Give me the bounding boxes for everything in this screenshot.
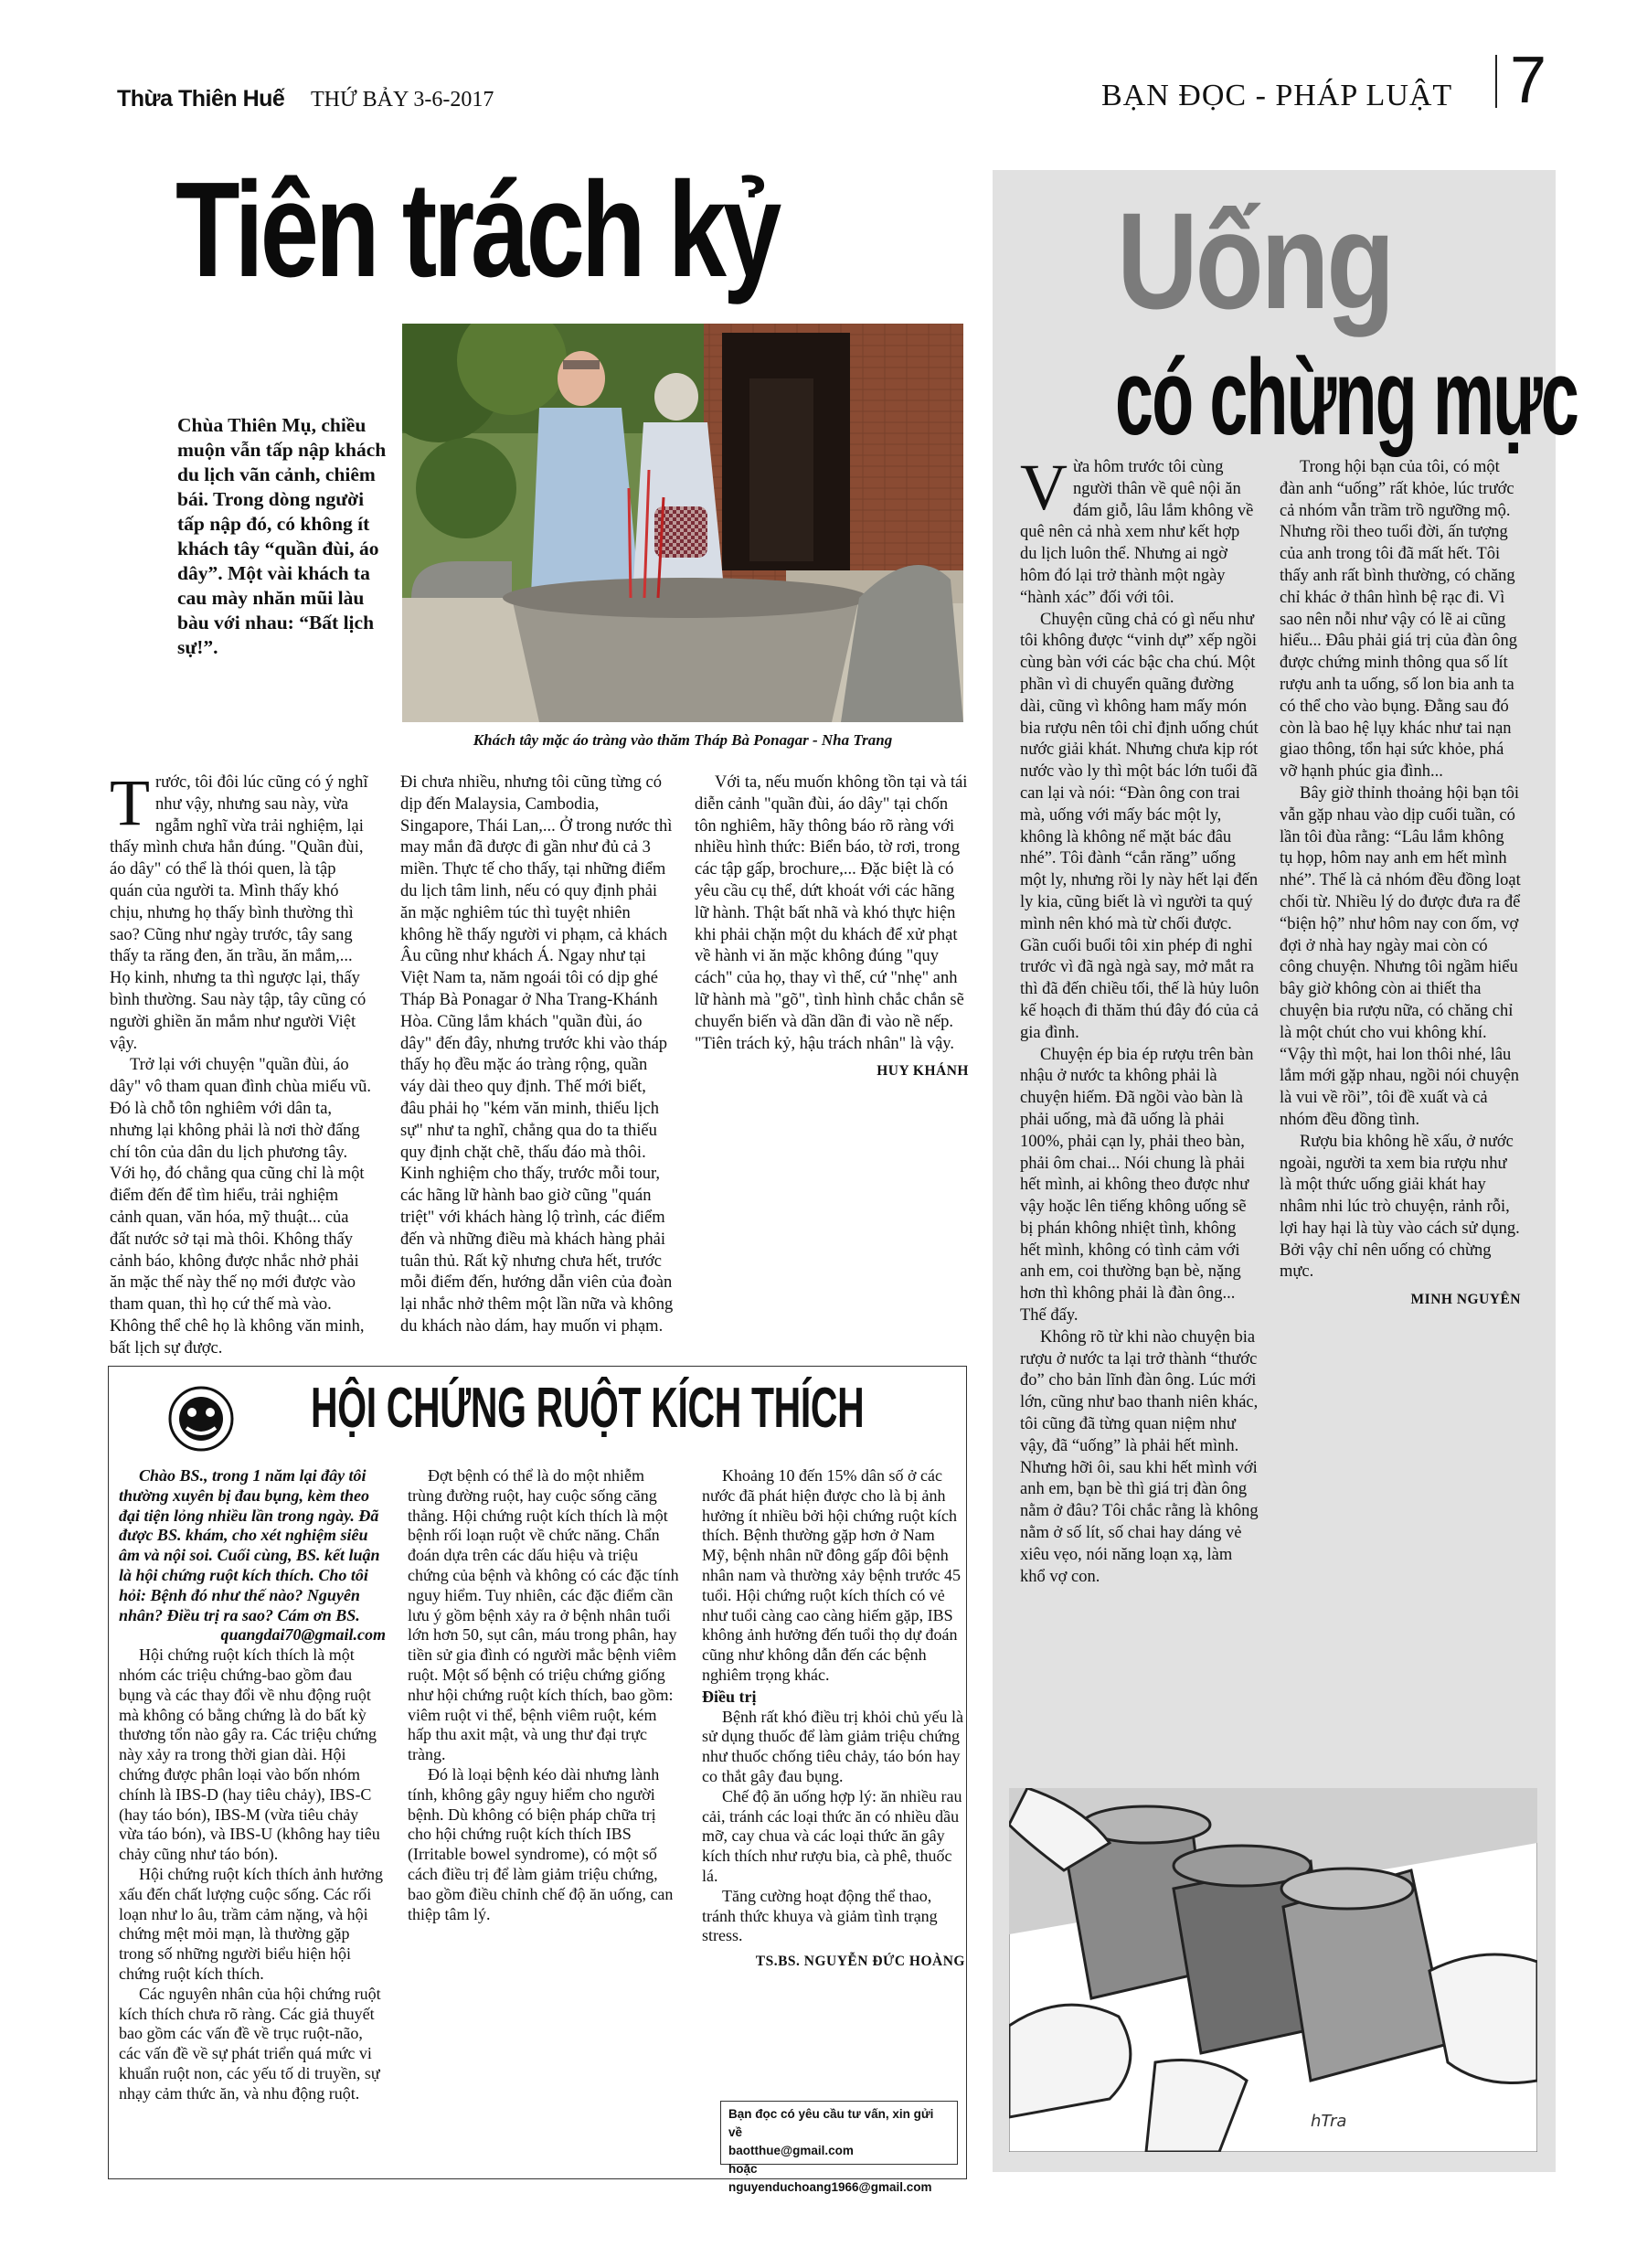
article1-title: Tiên trách kỷ xyxy=(175,154,779,305)
dropcap: T xyxy=(110,766,150,839)
treatment-paragraph: Tăng cường hoạt động thể thao, tránh thức khuya và giảm tình trạng stress. xyxy=(702,1886,938,1945)
article2-paragraph: Chuyện ép bia ép rượu trên bàn nhậu ở nước ta không phải là chuyện hiếm. Đã ngồi vào bàn là phải uống, mà đã uống là phải 100%, phải cạn ly, phải theo bàn, phải ôm chai... Nói chung là phải hết mình, ai không theo được như vậy hoặc lên tiếng không uống sẽ bị phán không nhiệt tình, không hết mình, không có tình cảm với anh em, coi thường bạn bè, nặng hơn thì không phải là đàn ông... Thế đấy. xyxy=(1020,1045,1254,1326)
temple-visitors-photo xyxy=(402,324,963,722)
reader-email: quangdai70@gmail.com xyxy=(220,1625,386,1645)
article2-paragraph: Không rõ từ khi nào chuyện bia rượu ở nước ta lại trở thành “thước đo” cho bản lĩnh đàn ông. Lúc mới lớn, cũng như bao thanh niên khác, tôi cũng đã từng quan niệm như vậy, đã “uống” là phải hết mình. Nhưng hỡi ôi, sau khi hết mình với anh em, bạn bè thì giá trị đàn ông nằm ở đâu? Tôi chắc rằng là không nằm ở số lít, số chai hay dáng vẻ xiêu vẹo, nói năng loạn xạ, làm khổ vợ con. xyxy=(1020,1327,1259,1586)
contact-email[interactable]: baotthue@gmail.com xyxy=(728,2144,854,2157)
article1-paragraph: Với ta, nếu muốn không tồn tại và tái diễn cảnh "quần đùi, áo dây" tại chốn tôn nghiêm, hãy thông báo rõ ràng với nhiều hình thức: Biển báo, tờ rơi, trong các tập gấp, brochure,... Đặc biệt là có yêu cầu cụ thể, dứt khoát với các hãng lữ hành. Thật bất nhã và khó thực hiện khi phải chặn một du khách để xử phạt về hành vi ăn mặc không đúng "quy cách" của họ, thay vì thế, cứ "nhẹ" anh lữ hành mà "gõ", tình hình chắc chắn sẽ chuyển biến và dần dần đi vào nề nếp. "Tiên trách kỷ, hậu trách nhân" là vậy. xyxy=(695,773,968,1053)
article1-lede: Chùa Thiên Mụ, chiều muộn vẫn tấp nập khách du lịch vãn cảnh, chiêm bái. Trong dòng người tấp nập đó, có không ít khách tây “quần đùi, áo dây”. Một vài khách ta cau mày nhăn mũi làu bàu với nhau: “Bất lịch sự!”. xyxy=(177,414,387,658)
article2-paragraph: Bây giờ thỉnh thoảng hội bạn tôi vẫn gặp nhau vào dịp cuối tuần, có lần tôi đùa rằng: “Lâu lắm không tụ họp, hôm nay anh em hết mình nhé”. Thế là cả nhóm đều đồng loạt chối từ. Nhiều lý do được đưa ra để “biện hộ” như hôm nay con ốm, vợ đợi ở nhà hay ngày mai còn có công chuyện. Nhưng tôi ngầm hiểu bây giờ không còn ai thiết tha chuyện bia rượu nữa, có chăng chỉ là một chút cho vui không khí. “Vậy thì một, hai lon thôi nhé, lâu lắm mới gặp nhau, ngồi nói chuyện là vui về rồi”, tôi đề xuất và cả nhóm đều đồng tình. xyxy=(1280,783,1521,1129)
illustration-signature: hTra xyxy=(1311,2112,1347,2131)
article2-byline: MINH NGUYÊN xyxy=(1410,1292,1521,1308)
article3-paragraph: Đợt bệnh có thể là do một nhiễm trùng đường ruột, hay cuộc sống căng thẳng. Hội chứng ruột kích thích là một bệnh rối loạn ruột về chức năng. Chẩn đoán dựa trên các dấu hiệu và triệu chứng của bệnh và không có các đặc tính nguy hiểm. Tuy nhiên, các đặc điểm cần lưu ý gồm bệnh xảy ra ở bệnh nhân tuổi lớn hơn 50, sụt cân, máu trong phân, hay tiền sử gia đình có người mắc bệnh viêm ruột. Một số bệnh có triệu chứng giống như hội chứng ruột kích thích, bao gồm: viêm ruột vi thể, bệnh viêm ruột, kém hấp thu axit mật, và ung thư đại trực tràng. xyxy=(408,1466,679,1764)
contact-box xyxy=(720,2101,958,2194)
beer-mugs-illustration xyxy=(1009,1788,1537,2152)
treatment-paragraph: Bệnh rất khó điều trị khỏi chủ yếu là sử dụng thuốc để làm giảm triệu chứng như thuốc chống tiêu chảy, táo bón hay co thắt gây đau bụng. xyxy=(702,1707,963,1785)
article2-paragraph: Trong hội bạn của tôi, có một đàn anh “uống” rất khỏe, lúc trước cả nhóm vẫn trầm trồ ngưỡng mộ. Nhưng rồi theo tuổi đời, ấn tượng của anh trong tôi đã mất hết. Tôi thấy anh rất bình thường, có chăng chỉ khác ở thân hình bệ rạc đi. Vì sao nên nỗi như vậy có lẽ ai cũng hiểu... Đâu phải giá trị của đàn ông được chứng minh thông qua số lít rượu anh ta uống, số lon bia anh ta có thể cho vào bụng. Đằng sau đó còn là bao hệ lụy khác như tai nạn giao thông, tổn hại sức khỏe, phá vỡ hạnh phúc gia đình... xyxy=(1280,458,1517,782)
article1-paragraph: Trước, tôi đôi lúc cũng có ý nghĩ như vậy, nhưng sau này, vừa ngẫm nghĩ vừa trải nghiệm, lại thấy mình chưa hẳn đúng. "Quần đùi, áo dây" có thể là thói quen, là tập quán của người ta. Mình thấy khó chịu, nhưng họ thấy bình thường thì sao? Cũng như ngày trước, tây sang thấy ta răng đen, ăn trầu, ăn mắm,... Họ kinh, nhưng ta thì ngược lại, thấy bình thường. Sau này tập, tây cũng có người ghiền ăn mắm như người Việt vậy. xyxy=(110,766,368,1053)
article3-column-2 xyxy=(408,1466,680,1924)
article1-column-2 xyxy=(400,772,675,1338)
section-name: BẠN ĐỌC - PHÁP LUẬT xyxy=(1101,79,1453,112)
article3-column-3 xyxy=(702,1466,965,1972)
article2-title-line1: Uống xyxy=(1117,184,1393,337)
health-column-logo xyxy=(155,1382,247,1453)
article3-byline: TS.BS. NGUYỄN ĐỨC HOÀNG xyxy=(755,1954,965,1970)
article1-column-3 xyxy=(695,772,969,1082)
article3-title: HỘI CHỨNG RUỘT KÍCH THÍCH xyxy=(311,1377,865,1440)
article1-column-1 xyxy=(110,766,373,1360)
article3-column-1 xyxy=(119,1466,386,2104)
article1-paragraph: Trở lại với chuyện "quần đùi, áo dây" vô tham quan đình chùa miếu vũ. Đó là chỗ tôn nghiêm với dân ta, nhưng lại không phải là nơi thờ đấng chí tôn của dân du lịch phương tây. Với họ, đó chẳng qua cũng chỉ là một điểm đến để tìm hiểu, trải nghiệm cảnh quan, văn hóa, mỹ thuật... của đất nước sở tại mà thôi. Không thấy cảnh báo, không được nhắc nhở phải ăn mặc thế này thế nọ mới được vào tham quan, thì họ cứ thế mà vào. Không thể chê họ là không văn minh, bất lịch sự được. xyxy=(110,1056,372,1358)
dropcap: V xyxy=(1020,451,1068,524)
article3-paragraph: Hội chứng ruột kích thích ảnh hưởng xấu đến chất lượng cuộc sống. Các rối loạn như lo âu, trầm cảm nặng, và hội chứng mệt mỏi mạn, là thường gặp trong số những người biểu hiện hội chứng ruột kích thích. xyxy=(119,1864,383,1983)
article3-paragraph: Hội chứng ruột kích thích là một nhóm các triệu chứng-bao gồm đau bụng và các thay đổi về nhu động ruột mà không có bằng chứng là do bất kỳ thương tổn nào gây ra. Các triệu chứng này xảy ra trong thời gian dài. Hội chứng được phân loại vào bốn nhóm chính là IBS-D (hay tiêu chảy), IBS-C (hay táo bón), IBS-M (vừa tiêu chảy vừa táo bón), và IBS-U (không hay tiêu chảy cũng như táo bón). xyxy=(119,1645,380,1864)
newspaper-name: Thừa Thiên Huế xyxy=(117,86,285,112)
article2-paragraph: Vừa hôm trước tôi cùng người thân về quê nội ăn đám giỗ, lâu lắm không về quê nên cả nhà xem như kết hợp du lịch luôn thể. Nhưng ai ngờ hôm đó lại trở thành một ngày “hành xác” đối với tôi. xyxy=(1020,451,1254,607)
article3-paragraph: Đó là loại bệnh kéo dài nhưng lành tính, không gây nguy hiểm cho người bệnh. Dù không có biện pháp chữa trị cho hội chứng ruột kích thích IBS (Irritable bowel syndrome), có một số cách điều trị để làm giảm triệu chứng, bao gồm điều chỉnh chế độ ăn uống, can thiệp tâm lý. xyxy=(408,1764,674,1923)
treatment-subhead: Điều trị xyxy=(702,1687,757,1706)
masthead-divider xyxy=(1495,55,1497,108)
article2-column-1 xyxy=(1020,451,1259,1588)
article1-paragraph: Đi chưa nhiều, nhưng tôi cũng từng có dịp đến Malaysia, Cambodia, Singapore, Thái Lan,... Ở trong nước thì may mắn đã được đi gần như đủ cả 3 miền. Thực tế cho thấy, tại những điểm du lịch tâm linh, nếu có quy định phải ăn mặc nghiêm túc thì tuyệt nhiên không hề thấy người vi phạm, cả khách Âu cũng như khách Á. Ngay như tại Việt Nam ta, năm ngoái tôi có dịp ghé Tháp Bà Ponagar ở Nha Trang-Khánh Hòa. Cũng lắm khách "quần đùi, áo dây" đến đây, nhưng trước khi vào tháp thấy họ đều mặc áo tràng rộng, quần váy dài theo quy định. Thế mới biết, đâu phải họ "kém văn minh, thiếu lịch sự" như ta nghĩ, chẳng qua do ta thiếu quy định chặt chẽ, thấu đáo mà thôi. Kinh nghiệm cho thấy, trước mỗi tour, các hãng lữ hành bao giờ cũng "quán triệt" với khách hàng lộ trình, các điểm đến và những điều mà khách hàng phải tuân thủ. Rất kỹ nhưng chưa hết, trước mỗi điểm đến, hướng dẫn viên của đoàn lại nhắc nhở thêm một lần nữa và không du khách nào dám, hay muốn vi phạm. xyxy=(400,773,674,1336)
contact-email[interactable]: hoặc nguyenduchoang1966@gmail.com xyxy=(728,2162,932,2194)
treatment-paragraph: Chế độ ăn uống hợp lý: ăn nhiều rau cải, tránh các loại thức ăn có nhiều dầu mỡ, cay chua và các loại thức ăn gây kích thích như rượu bia, cà phê, thuốc lá. xyxy=(702,1786,962,1885)
article2-paragraph: Chuyện cũng chả có gì nếu như tôi không được “vinh dự” xếp ngồi cùng bàn với các bậc cha chú. Một phần vì di chuyển quãng đường dài, cũng vì không ham mấy món bia rượu nên tôi chỉ định uống chút nước giải khát. Nhưng chưa kịp rót nước vào ly thì một bác lớn tuổi đã can lại và nói: “Đàn ông con trai mà, uống với mấy bác một ly, không là không nể mặt bác đâu nhé”. Tôi đành “cắn răng” uống một ly, nhưng rồi ly này hết lại đến ly kia, cũng biết là vì người ta quý mình nên khó mà từ chối được. Gần cuối buổi tôi xin phép đi nghỉ trước vì đã ngà ngà say, mở mắt ra thì đã đến chiều tối, thế là hủy luôn kế hoạch đi thăm thú đây đó của cả gia đình. xyxy=(1020,610,1259,1042)
article3-paragraph: Các nguyên nhân của hội chứng ruột kích thích chưa rõ ràng. Các giả thuyết bao gồm các vấn đề về trục ruột-não, các vấn đề về sự phát triển quá mức vi khuẩn ruột non, các yếu tố di truyền, sự nhạy cảm thức ăn, và nhu động ruột. xyxy=(119,1984,381,2103)
article2-title-line2: có chừng mực xyxy=(1115,337,1578,458)
article3-paragraph: Khoảng 10 đến 15% dân số ở các nước đã phát hiện được cho là bị ảnh hưởng ít nhiều bởi hội chứng ruột kích thích. Bệnh thường gặp hơn ở Nam Mỹ, bệnh nhân nữ đông gấp đôi bệnh nhân nam và thường xảy bệnh trước 45 tuổi. Hội chứng ruột kích thích có vẻ như tuổi càng cao càng hiếm gặp, IBS không ảnh hưởng đến tuổi thọ dự đoán cũng như không dẫn đến các bệnh nghiêm trọng khác. xyxy=(702,1466,961,1684)
photo-caption: Khách tây mặc áo tràng vào thăm Tháp Bà Ponagar - Nha Trang xyxy=(473,731,893,749)
article2-column-2 xyxy=(1280,457,1521,1311)
article2-paragraph: Rượu bia không hề xấu, ở nước ngoài, người ta xem bia rượu như là một thức uống giải khát hay nhâm nhi lúc trò chuyện, rảnh rỗi, lợi hay hại là tùy vào cách sử dụng. Bởi vậy chỉ nên uống có chừng mực. xyxy=(1280,1132,1520,1282)
page-number: 7 xyxy=(1510,44,1547,117)
article1-byline: HUY KHÁNH xyxy=(877,1063,969,1080)
article1-photo xyxy=(402,324,963,722)
reader-question: Chào BS., trong 1 năm lại đây tôi thường xuyên bị đau bụng, kèm theo đại tiện lỏng nhiều lần trong ngày. Đã được BS. khám, cho xét nghiệm siêu âm và nội soi. Cuối cùng, BS. kết luận là hội chứng ruột kích thích. Cho tôi hỏi: Bệnh đó như thế nào? Nguyên nhân? Điều trị ra sao? Cám ơn BS. xyxy=(119,1466,380,1624)
contact-line: Bạn đọc có yêu cầu tư vấn, xin gửi về xyxy=(728,2107,934,2139)
issue-date: THỨ BẢY 3-6-2017 xyxy=(311,88,494,112)
